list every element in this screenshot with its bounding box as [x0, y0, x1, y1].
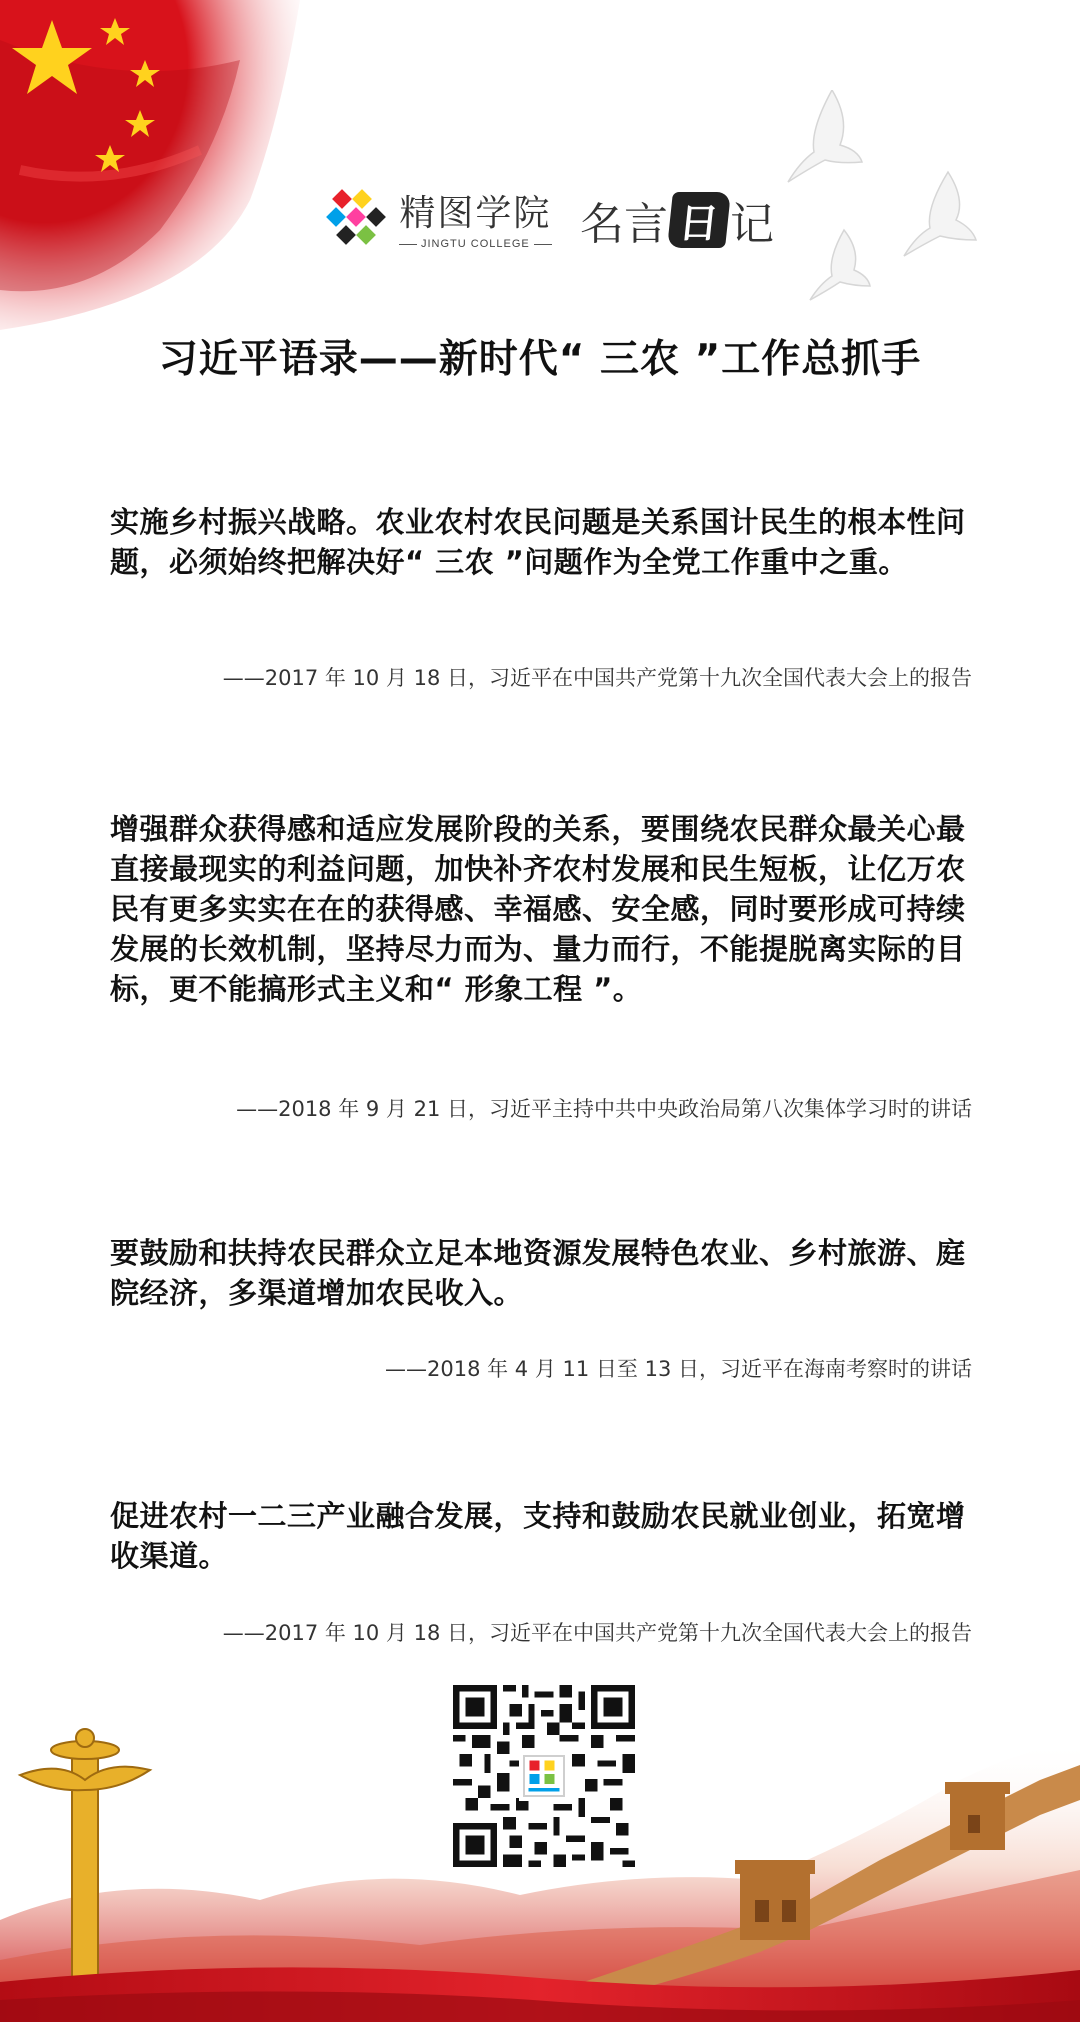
chinese-flag-image	[0, 0, 330, 345]
dove-icon	[904, 172, 976, 256]
mingyan-riji-logo	[580, 188, 774, 252]
dove-icon	[810, 230, 870, 300]
ji-text: 记	[730, 199, 774, 250]
dove-icon	[788, 90, 862, 182]
page-title: 习近平语录——新时代“ 三农 ”工作总抓手	[158, 337, 922, 382]
quote-source: ——2018 年 4 月 11 日至 13 日，习近平在海南考察时的讲话	[385, 1357, 972, 1381]
logo-chinese-name: 精图学院	[399, 193, 552, 234]
quote-text: 增强群众获得感和适应发展阶段的关系，要围绕农民群众最关心最直接最现实的利益问题，加快补齐农村发展和民生短板，让亿万农民有更多实实在在的获得感、幸福感、安全感，同时要形成可持续发展的长效机制，坚持尽力而为、量力而行，不能提脱离实际的目标，更不能搞形式主义和“ 形象工程 ”。	[110, 812, 966, 1006]
ri-glyph-badge: 日	[667, 192, 731, 248]
mingyan-text: 名言	[580, 199, 668, 250]
quote-text: 要鼓励和扶持农民群众立足本地资源发展特色农业、乡村旅游、庭院经济，多渠道增加农民收入。	[110, 1236, 966, 1310]
doves-illustration	[770, 90, 1000, 310]
quote-source: ——2017 年 10 月 18 日，习近平在中国共产党第十九次全国代表大会上的报告	[222, 1621, 972, 1645]
quote-text: 促进农村一二三产业融合发展，支持和鼓励农民就业创业，拓宽增收渠道。	[110, 1499, 966, 1573]
jingtu-logo-icon	[325, 186, 389, 250]
quote-source: ——2018 年 9 月 21 日，习近平主持中共中央政治局第八次集体学习时的讲话	[236, 1097, 972, 1121]
jingtu-college-logo	[325, 185, 556, 250]
quote-source: ——2017 年 10 月 18 日，习近平在中国共产党第十九次全国代表大会上的报告	[222, 666, 972, 690]
logo-english-name: JINGTU COLLEGE	[395, 238, 556, 250]
quote-text: 实施乡村振兴战略。农业农村农民问题是关系国计民生的根本性问题，必须始终把解决好“ 三农 ”问题作为全党工作重中之重。	[110, 505, 966, 579]
qr-code[interactable]	[453, 1685, 635, 1867]
